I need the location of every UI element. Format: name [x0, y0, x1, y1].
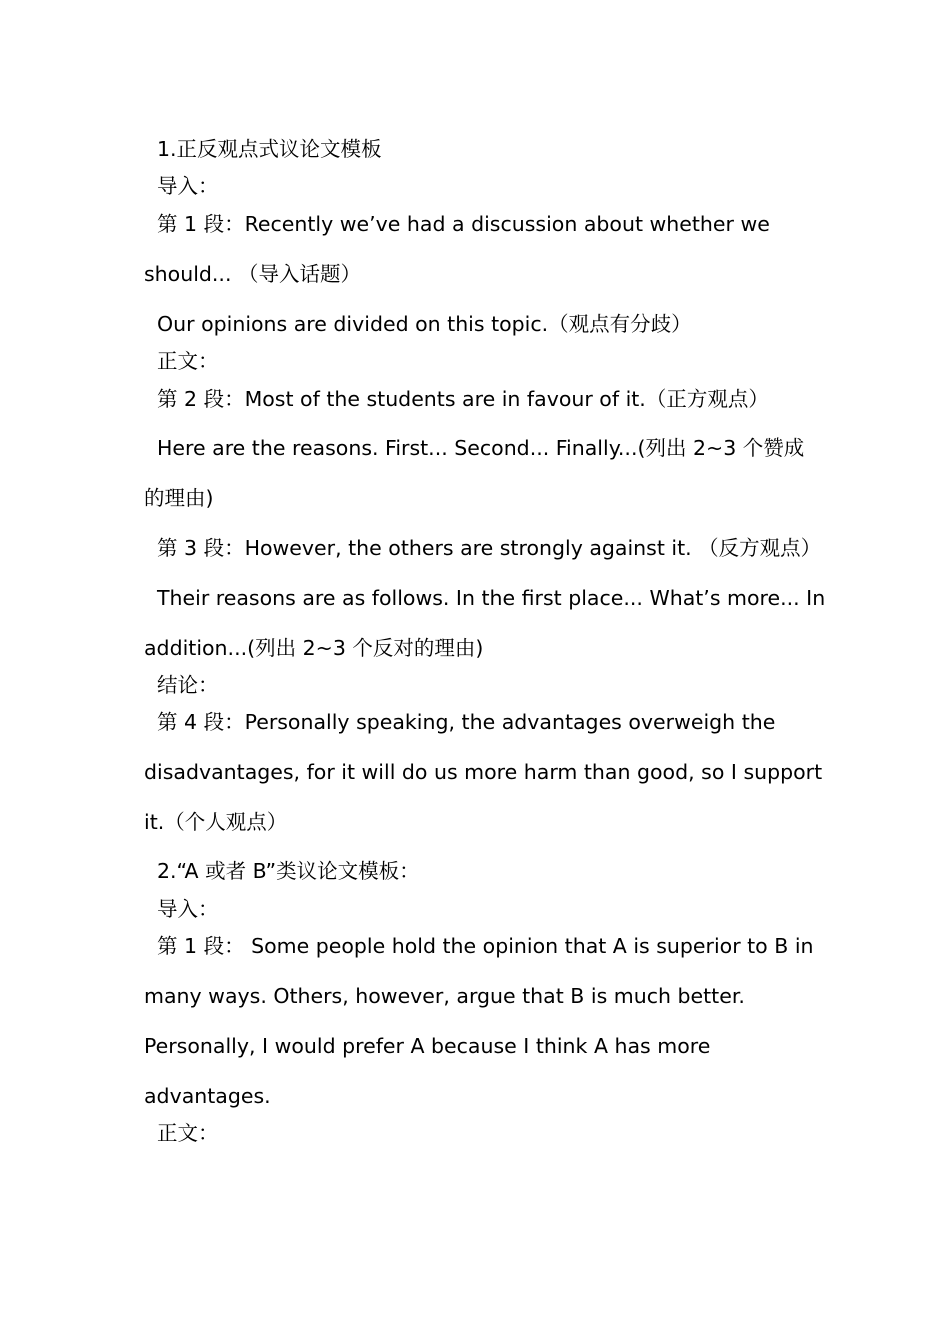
- text-line: Here are the reasons. First... Second... Finally...(列出 2~3 个赞成: [157, 436, 805, 460]
- text-line: 第 2 段：Most of the students are in favour of it.（正方观点）: [157, 387, 769, 411]
- text-line: 1.正反观点式议论文模板: [157, 137, 382, 161]
- text-line: addition...(列出 2~3 个反对的理由): [144, 636, 484, 660]
- text-line: 第 1 段：Recently we’ve had a discussion about whether we: [157, 212, 770, 236]
- text-line: 导入：: [157, 897, 219, 921]
- text-line: 导入：: [157, 174, 219, 198]
- text-line: Our opinions are divided on this topic.（观点有分歧）: [157, 312, 692, 336]
- text-line: many ways. Others, however, argue that B is much better.: [144, 984, 745, 1008]
- text-line: advantages.: [144, 1084, 271, 1108]
- text-line: Their reasons are as follows. In the first place... What’s more... In: [157, 586, 826, 610]
- text-line: Personally, I would prefer A because I think A has more: [144, 1034, 711, 1058]
- text-line: 结论：: [157, 673, 219, 697]
- text-line: 正文：: [157, 349, 219, 373]
- text-line: 第 4 段：Personally speaking, the advantages overweigh the: [157, 710, 776, 734]
- text-line: 正文：: [157, 1121, 219, 1145]
- text-line: 第 1 段： Some people hold the opinion that A is superior to B in: [157, 934, 814, 958]
- text-line: disadvantages, for it will do us more harm than good, so I support: [144, 760, 823, 784]
- text-line: 的理由): [144, 486, 214, 510]
- text-line: 第 3 段：However, the others are strongly against it. （反方观点）: [157, 536, 822, 560]
- text-line: should... （导入话题）: [144, 262, 361, 286]
- text-line: 2.“A 或者 B”类议论文模板：: [157, 859, 420, 883]
- text-line: it.（个人观点）: [144, 810, 288, 834]
